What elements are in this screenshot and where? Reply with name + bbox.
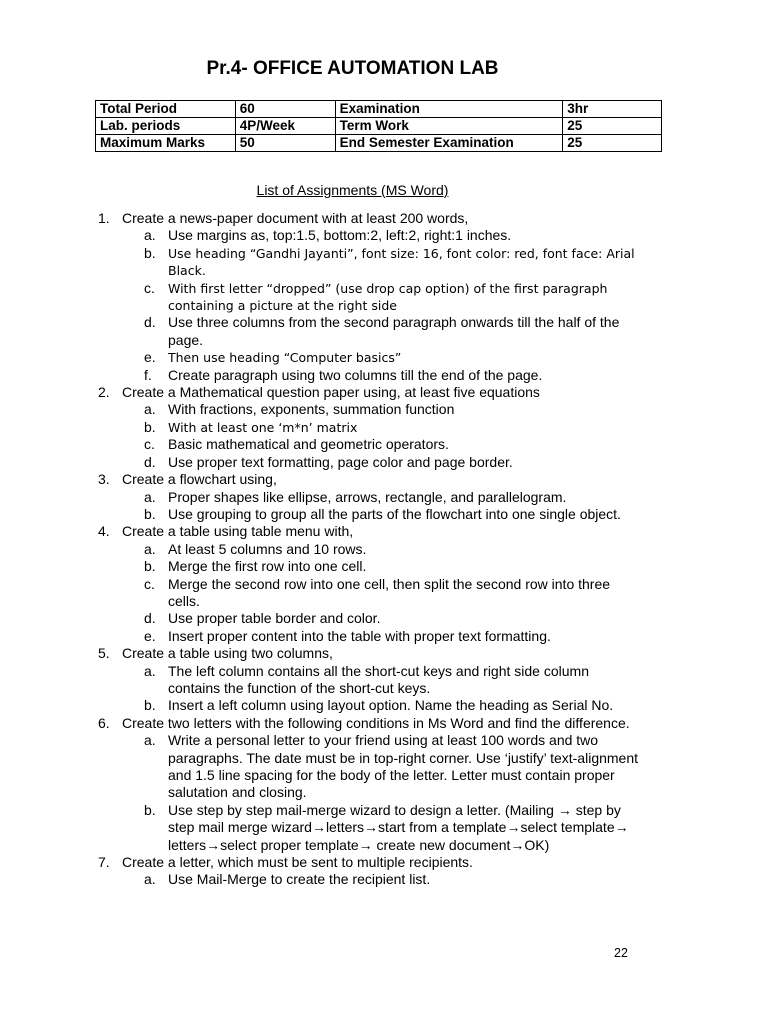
sub-item-letter: b.	[144, 244, 156, 261]
table-cell: Maximum Marks	[96, 135, 236, 152]
assignments-heading: List of Assignments (MS Word)	[256, 182, 449, 198]
sub-item-letter: a.	[144, 488, 156, 505]
item-text: Create a Mathematical question paper using, at least five equations	[122, 384, 540, 401]
sub-item	[98, 367, 643, 384]
sub-item-text: Use heading “Gandhi Jayanti”, font size: 16, font color: red, font face: Arial Black.	[168, 245, 635, 279]
item-number: 4.	[98, 523, 110, 540]
item-text: Create a table using table menu with,	[122, 523, 354, 540]
sub-item-text: Then use heading “Computer basics”	[168, 350, 402, 366]
sub-item	[98, 663, 643, 698]
sub-item-letter: c.	[144, 575, 155, 592]
list-item	[98, 715, 643, 732]
table-row	[96, 101, 662, 118]
sub-item	[98, 245, 643, 280]
sub-item	[98, 732, 643, 802]
sub-item-letter: d.	[144, 314, 156, 331]
list-item	[98, 645, 643, 662]
sub-item-text: Merge the second row into one cell, then split the second row into three cells.	[168, 575, 611, 609]
table-cell: Term Work	[335, 118, 563, 135]
sub-item	[98, 558, 643, 575]
sub-item-text: Merge the first row into one cell.	[168, 558, 367, 575]
sub-item-letter: f.	[144, 366, 152, 383]
table-cell: 4P/Week	[235, 118, 335, 135]
sub-item	[98, 802, 643, 854]
sub-item-letter: c.	[144, 279, 155, 296]
sub-item-text: At least 5 columns and 10 rows.	[168, 540, 367, 557]
sub-item-text: Use grouping to group all the parts of the flowchart into one single object.	[168, 505, 621, 522]
item-number: 6.	[98, 714, 110, 731]
sub-item	[98, 436, 643, 453]
sub-item-letter: d.	[144, 453, 156, 470]
sub-item-text: Use step by step mail-merge wizard to design a letter. (Mailing → step by step mail merge wizard→letters→start from a template→select template→ letters→select proper template→ create new document→OK)	[168, 801, 629, 853]
item-number: 5.	[98, 645, 110, 662]
sub-item-text: Create paragraph using two columns till the end of the page.	[168, 366, 543, 383]
list-item	[98, 384, 643, 401]
sub-item	[98, 454, 643, 471]
sub-item	[98, 314, 643, 349]
item-text: Create a news-paper document with at least 200 words,	[122, 210, 469, 226]
sub-item-text: With first letter “dropped” (use drop cap option) of the first paragraph containing a picture at the right side	[168, 280, 608, 314]
sub-item-text: Insert proper content into the table with proper text formatting.	[168, 627, 551, 644]
item-text: Create two letters with the following conditions in Ms Word and find the difference.	[122, 714, 630, 731]
sub-item-letter: b.	[144, 801, 156, 818]
sub-item-letter: a.	[144, 227, 156, 244]
table-cell: 25	[563, 135, 662, 152]
sub-item	[98, 576, 643, 611]
sub-item-letter: e.	[144, 627, 156, 644]
item-number: 7.	[98, 854, 110, 871]
sub-item	[98, 280, 643, 315]
item-number: 2.	[98, 384, 110, 401]
list-item	[98, 854, 643, 871]
sub-item-text: With fractions, exponents, summation function	[168, 401, 455, 418]
sub-item-letter: b.	[144, 697, 156, 714]
sub-item	[98, 419, 643, 436]
sub-item	[98, 610, 643, 627]
sub-item-letter: c.	[144, 436, 155, 453]
table-row	[96, 135, 662, 152]
course-info-table	[95, 100, 662, 152]
sub-item-text: Use three columns from the second paragraph onwards till the half of the page.	[168, 314, 620, 348]
sub-item	[98, 401, 643, 418]
list-item	[98, 523, 643, 540]
sub-item-text: Write a personal letter to your friend using at least 100 words and two paragraphs. The date must be in top-right corner. Use ‘justify’ text-alignment and 1.5 line spacing for the body of the letter. Letter must contain proper salutation and closing.	[168, 732, 639, 801]
sub-item-letter: b.	[144, 505, 156, 522]
sub-item	[98, 697, 643, 714]
item-text: Create a letter, which must be sent to multiple recipients.	[122, 854, 473, 871]
sub-item	[98, 506, 643, 523]
table-cell: 50	[235, 135, 335, 152]
sub-item	[98, 871, 643, 888]
sub-item-text: Proper shapes like ellipse, arrows, rectangle, and parallelogram.	[168, 488, 567, 505]
item-number: 3.	[98, 471, 110, 488]
sub-item-letter: a.	[144, 540, 156, 557]
sub-item-text: Basic mathematical and geometric operators.	[168, 436, 449, 453]
table-cell: 25	[563, 118, 662, 135]
table-cell: Total Period	[96, 101, 236, 118]
table-cell: Examination	[335, 101, 563, 118]
sub-item-letter: a.	[144, 662, 156, 679]
page-number: 22	[614, 946, 628, 960]
table-cell: Lab. periods	[96, 118, 236, 135]
item-text: Create a flowchart using,	[122, 471, 277, 488]
sub-item-letter: e.	[144, 349, 156, 366]
sub-item	[98, 349, 643, 366]
sub-item-letter: b.	[144, 418, 156, 435]
sub-item	[98, 628, 643, 645]
sub-item-text: Use proper table border and color.	[168, 610, 381, 627]
sub-item-letter: b.	[144, 558, 156, 575]
sub-item-letter: a.	[144, 871, 156, 888]
table-cell: 3hr	[563, 101, 662, 118]
sub-item-text: Use proper text formatting, page color and page border.	[168, 453, 513, 470]
item-number: 1.	[98, 210, 110, 226]
sub-item	[98, 489, 643, 506]
sub-item-text: With at least one ‘m*n’ matrix	[168, 419, 358, 435]
sub-item-text: Use Mail-Merge to create the recipient list.	[168, 871, 431, 888]
page-title: Pr.4- OFFICE AUTOMATION LAB	[206, 58, 499, 79]
sub-item-text: Use margins as, top:1.5, bottom:2, left:2, right:1 inches.	[168, 227, 512, 244]
sub-item-text: Insert a left column using layout option. Name the heading as Serial No.	[168, 697, 614, 714]
sub-item-text: The left column contains all the short-cut keys and right side column contains the function of the short-cut keys.	[168, 662, 589, 696]
item-text: Create a table using two columns,	[122, 645, 333, 662]
sub-item-letter: a.	[144, 401, 156, 418]
sub-item-letter: d.	[144, 610, 156, 627]
sub-item-letter: a.	[144, 732, 156, 749]
table-cell: End Semester Examination	[335, 135, 563, 152]
sub-item	[98, 541, 643, 558]
assignment-list	[98, 210, 643, 889]
list-item	[98, 471, 643, 488]
table-row	[96, 118, 662, 135]
table-cell: 60	[235, 101, 335, 118]
sub-item	[98, 227, 643, 244]
list-item	[98, 210, 643, 227]
